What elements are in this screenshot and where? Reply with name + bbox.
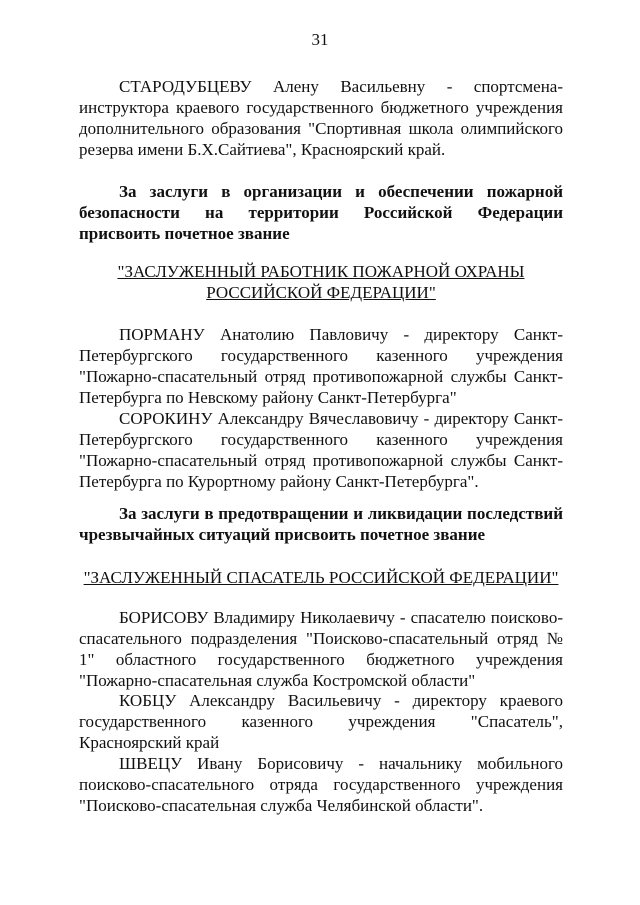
honorary-title-fire [79, 261, 563, 303]
page-number: 31 [311, 30, 329, 49]
awardee-paragraph [79, 607, 563, 691]
awardee-paragraph [79, 324, 563, 408]
awardee-description: Александру Вячеславовичу - директору Санкт-Петербургского государственного казенного учреждения "Пожарно-спасательный отряд противопожарной службы Санкт-Петербурга по Курортному району Санкт-Петербурга". [79, 409, 563, 491]
honorary-title-rescue [79, 567, 563, 588]
awardee-paragraph [79, 690, 563, 753]
honorary-title-line: РОССИЙСКОЙ ФЕДЕРАЦИИ" [206, 283, 436, 302]
honorary-title-line: "ЗАСЛУЖЕННЫЙ РАБОТНИК ПОЖАРНОЙ ОХРАНЫ [117, 262, 525, 281]
awardee-surname: СТАРОДУБЦЕВУ [119, 77, 252, 96]
awardee-surname: КОБЦУ [119, 691, 177, 710]
section-heading-fire: За заслуги в организации и обеспечении пожарной безопасности на территории Российской Федерации присвоить почетное звание [79, 182, 563, 243]
awardee-description: Александру Васильевичу - директору краевого государственного казенного учреждения "Спасатель", Красноярский край [79, 691, 563, 752]
honorary-title-line: "ЗАСЛУЖЕННЫЙ СПАСАТЕЛЬ РОССИЙСКОЙ ФЕДЕРАЦИИ" [83, 568, 559, 587]
awardee-paragraph [79, 408, 563, 492]
awardee-description: Владимиру Николаевичу - спасателю поисково-спасательного подразделения "Поисково-спасательный отряд № 1" областного государственного бюджетного учреждения "Пожарно-спасательная служба Костромской области" [79, 608, 564, 690]
awardee-surname: ШВЕЦУ [119, 754, 183, 773]
awardee-surname: СОРОКИНУ [119, 409, 213, 428]
awardee-description: Ивану Борисовичу - начальнику мобильного поисково-спасательного отряда государственного учреждения "Поисково-спасательная служба Челябинской области". [79, 754, 564, 815]
section-heading-rescue: За заслуги в предотвращении и ликвидации последствий чрезвычайных ситуаций присвоить почетное звание [79, 504, 563, 544]
awardee-surname: ПОРМАНУ [119, 325, 205, 344]
awardee-paragraph [79, 76, 563, 160]
awardee-description: Алену Васильевну - спортсмена-инструктора краевого государственного бюджетного учреждения дополнительного образования "Спортивная школа олимпийского резерва имени Б.Х.Сайтиева", Красноярский край. [79, 77, 563, 159]
awardee-paragraph [79, 753, 563, 816]
awardee-surname: БОРИСОВУ [119, 608, 209, 627]
awardee-description: Анатолию Павловичу - директору Санкт-Петербургского государственного казенного учреждения "Пожарно-спасательный отряд противопожарной службы Санкт-Петербурга по Невскому району Санкт-Петербурга" [79, 325, 563, 407]
